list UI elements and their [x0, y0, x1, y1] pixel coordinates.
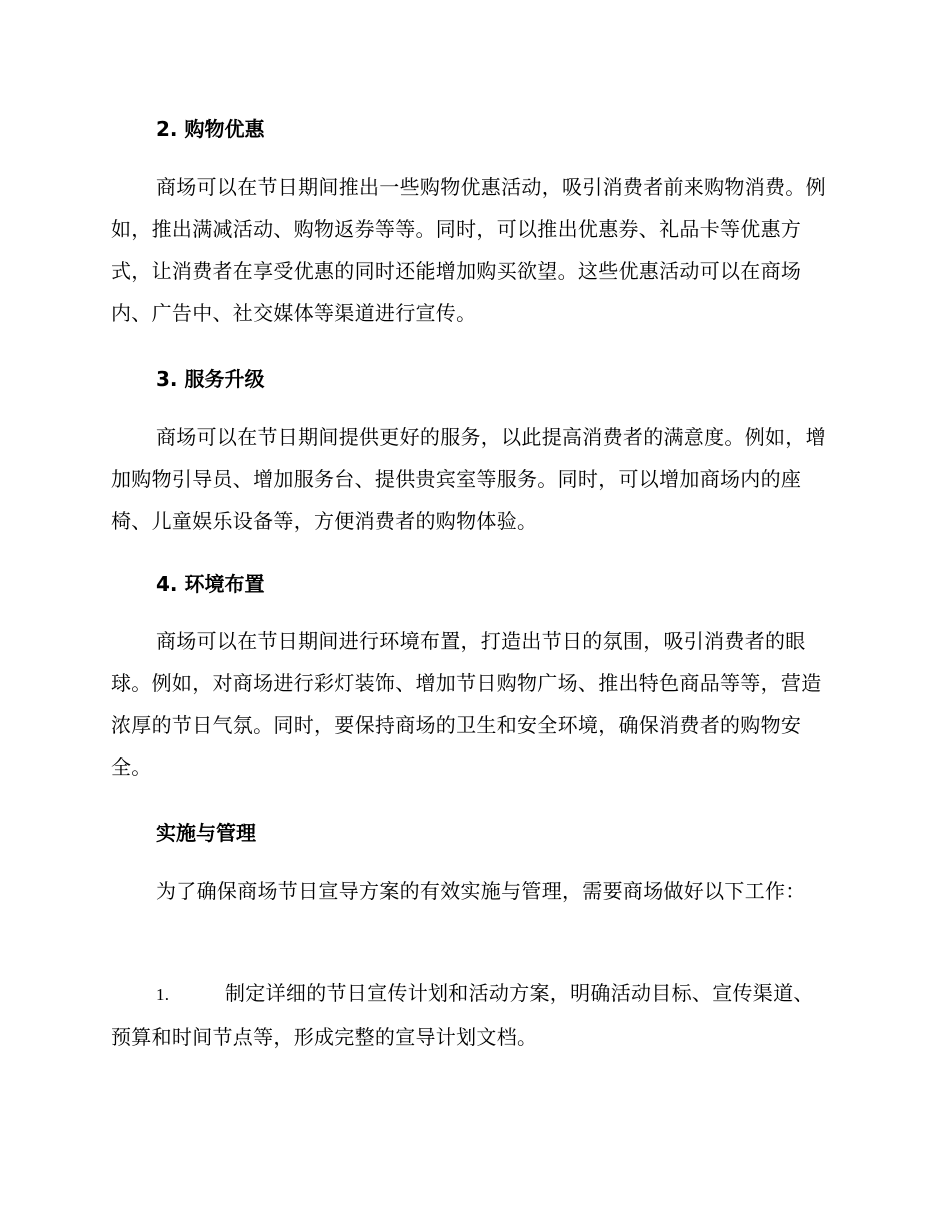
- section-paragraph-service-upgrade: 商场可以在节日期间提供更好的服务，以此提高消费者的满意度。例如，增加购物引导员、增加服务台、提供贵宾室等服务。同时，可以增加商场内的座椅、儿童娱乐设备等，方便消费者的购物体验。: [111, 425, 826, 533]
- section-paragraph-shopping-discounts: 商场可以在节日期间推出一些购物优惠活动，吸引消费者前来购物消费。例如，推出满减活动、购物返券等等。同时，可以推出优惠券、礼品卡等优惠方式，让消费者在享受优惠的同时还能增加购买欲望。这些优惠活动可以在商场内、广告中、社交媒体等渠道进行宣传。: [111, 175, 826, 325]
- list-item-text: 制定详细的节日宣传计划和活动方案，明确活动目标、宣传渠道、预算和时间节点等，形成完整的宣导计划文档。: [111, 981, 814, 1049]
- section-heading-shopping-discounts: 2. 购物优惠: [156, 117, 265, 141]
- list-item-number: 1.: [156, 985, 170, 1004]
- section-heading-environment-layout: 4. 环境布置: [156, 572, 265, 596]
- list-item: [111, 972, 833, 1058]
- section-heading-service-upgrade: 3. 服务升级: [156, 367, 265, 391]
- section-heading-implementation-management: 实施与管理: [156, 821, 256, 845]
- section-paragraph-environment-layout: 商场可以在节日期间进行环境布置，打造出节日的氛围，吸引消费者的眼球。例如，对商场进行彩灯装饰、增加节日购物广场、推出特色商品等等，营造浓厚的节日气氛。同时，要保持商场的卫生和安全环境，确保消费者的购物安全。: [111, 629, 822, 779]
- section-paragraph-implementation-management: 为了确保商场节日宣导方案的有效实施与管理，需要商场做好以下工作：: [156, 879, 806, 903]
